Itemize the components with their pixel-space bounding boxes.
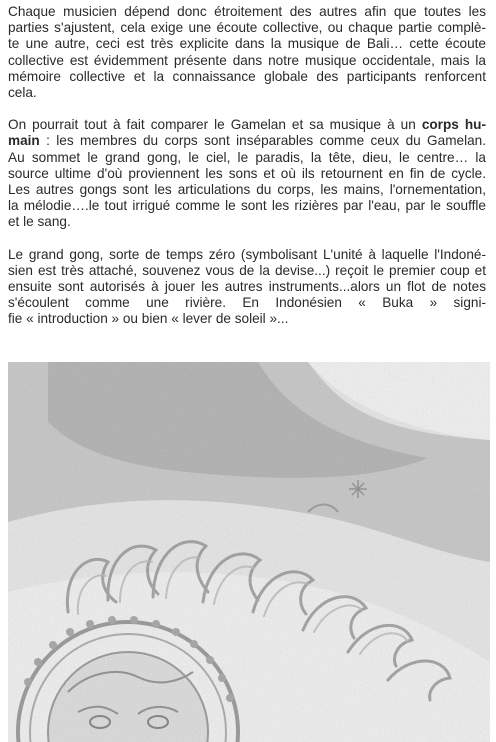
text-line: Au sommet le grand gong, le ciel, le paradis, la tête, dieu, le centre… la xyxy=(8,149,486,165)
document-text xyxy=(8,4,486,344)
text-line: Chaque musicien dépend donc étroitement des autres afin que toutes les xyxy=(8,4,486,19)
text-line: mémoire collective et la connaissance globale des participants renforcent xyxy=(8,68,486,84)
text-line: sien est très attaché, souvenez vous de la devise...) reçoit le premier coup et xyxy=(8,262,486,278)
text-run: On pourrait tout à fait comparer le Gamelan et sa musique à un xyxy=(8,117,422,133)
text-run: : les membres du corps sont inséparables comme ceux du Gamelan. xyxy=(39,133,486,149)
text-line: fie « introduction » ou bien « lever de soleil »... xyxy=(8,311,289,327)
text-line: parties s'ajustent, cela exige une écoute collective, ou chaque partie complè- xyxy=(8,20,486,36)
paragraph-2 xyxy=(8,117,486,230)
text-line: Les autres gongs sont les articulations du corps, les mains, l'ornementation, xyxy=(8,182,486,198)
text-line: ensuite sont autorisés à jouer les autres instruments...alors un flot de notes xyxy=(8,279,486,295)
text-line: et le sang. xyxy=(8,214,71,230)
text-line: s'écoulent comme une rivière. En Indonésien « Buka » signi- xyxy=(8,295,486,311)
bold-term: main xyxy=(8,133,40,149)
text-line xyxy=(8,117,486,133)
paragraph-1 xyxy=(8,4,486,101)
text-line: la mélodie….le tout irrigué comme le sont les rizières par l'eau, par le souffle xyxy=(8,198,486,214)
text-line: source ultime d'où proviennent les sons et où ils retournent en fin de cycle. xyxy=(8,165,486,181)
text-line: collective est évidemment présente dans notre musique occidentale, mais la xyxy=(8,52,486,68)
text-line xyxy=(8,133,486,149)
text-line: te une autre, ceci est très explicite dans la musique de Bali… cette écoute xyxy=(8,36,486,52)
gong-relief-carving-image xyxy=(8,362,490,742)
paragraph-3 xyxy=(8,247,486,328)
bold-term: corps hu- xyxy=(421,117,486,133)
text-line: Le grand gong, sorte de temps zéro (symbolisant L'unité à laquelle l'Indoné- xyxy=(8,246,486,262)
text-line: cela. xyxy=(8,85,37,101)
